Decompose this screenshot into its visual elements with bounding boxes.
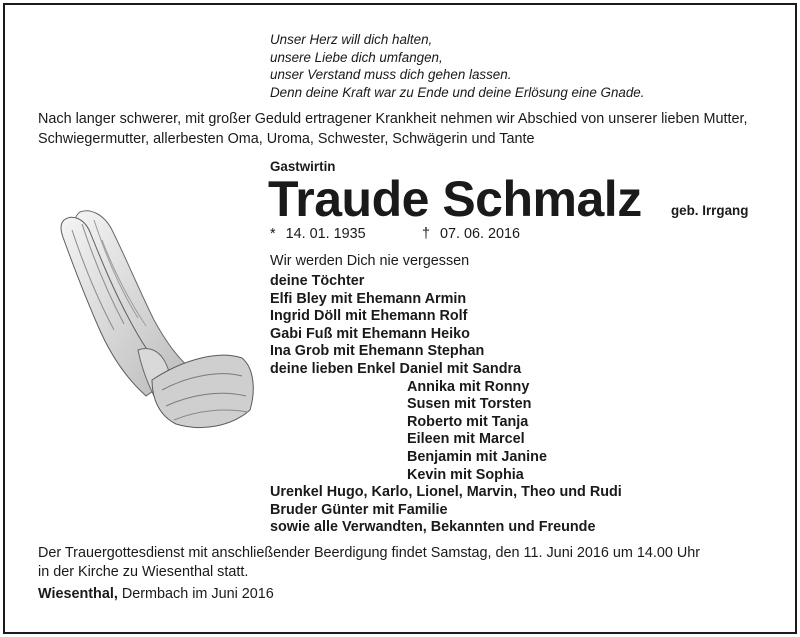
mourners-list [270,273,622,537]
mourners-intro: Wir werden Dich nie vergessen [270,253,470,269]
place-date [38,586,274,602]
mourner-line: Ingrid Döll mit Ehemann Rolf [270,308,468,325]
occupation: Gastwirtin [270,159,336,174]
death-date [422,226,520,242]
poem-line: unser Verstand muss dich gehen lassen. [270,67,512,83]
mourner-line: deine lieben Enkel Daniel mit Sandra [270,360,522,377]
mourner-line: Elfi Bley mit Ehemann Armin [270,290,467,307]
grandchild-line: Eileen mit Marcel [407,431,525,448]
poem-line: unsere Liebe dich umfangen, [270,49,443,65]
mourner-line: Ina Grob mit Ehemann Stephan [270,343,485,360]
grandchild-line: Kevin mit Sophia [407,466,524,483]
grandchild-line: Annika mit Ronny [407,378,530,395]
place-rest: Dermbach im Juni 2016 [117,586,274,602]
deceased-name: Traude Schmalz [268,171,642,227]
poem-line: Denn deine Kraft war zu Ende und deine Erlösung eine Gnade. [270,84,645,100]
birth-symbol: * [270,226,276,242]
grandchild-line: Roberto mit Tanja [407,413,529,430]
cross-symbol: † [422,226,431,242]
mourner-line: deine Töchter [270,273,365,289]
death-date-value: 07. 06. 2016 [440,226,521,242]
service-info [38,544,778,582]
birth-date [270,226,366,242]
service-line: in der Kirche zu Wiesenthal statt. [38,564,249,580]
grandchild-line: Susen mit Torsten [407,396,532,413]
mourner-line: Gabi Fuß mit Ehemann Heiko [270,325,470,342]
mourner-line: sowie alle Verwandten, Bekannten und Freunde [270,519,596,536]
place-name: Wiesenthal, [38,586,118,602]
poem [270,31,644,101]
grandchild-line: Benjamin mit Janine [407,448,547,465]
birth-date-value: 14. 01. 1935 [285,226,366,242]
mourner-line: Bruder Günter mit Familie [270,501,448,518]
maiden-name: geb. Irrgang [671,203,749,218]
praying-hands-icon [42,200,258,440]
poem-line: Unser Herz will dich halten, [270,32,433,47]
intro-text: Nach langer schwerer, mit großer Geduld ertragener Krankheit nehmen wir Abschied von unserer lieben Mutter, Schwiegermutter, allerbesten Oma, Uroma, Schwester, Schwägerin und Tante [38,111,748,147]
mourner-line: Urenkel Hugo, Karlo, Lionel, Marvin, Theo und Rudi [270,484,622,501]
service-line: Der Trauergottesdienst mit anschließender Beerdigung findet Samstag, den 11. Juni 2016 um 14.00 Uhr [38,545,701,561]
